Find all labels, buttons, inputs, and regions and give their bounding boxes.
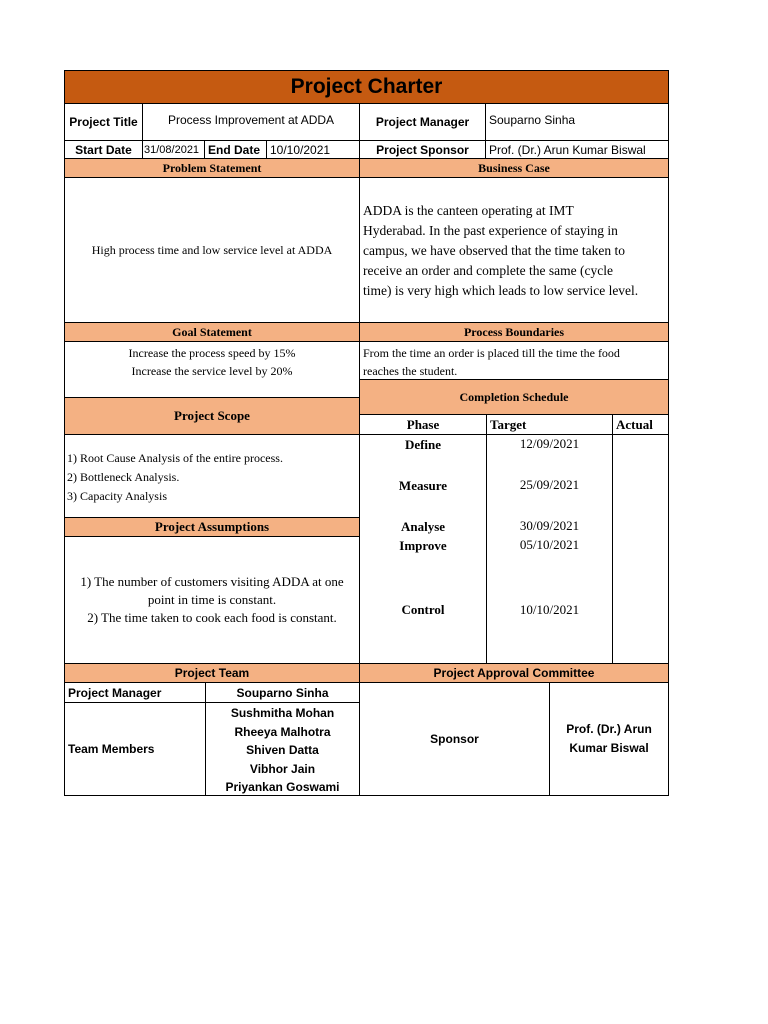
assumption-line: 2) The time taken to cook each food is constant.	[87, 610, 337, 625]
project-sponsor-value: Prof. (Dr.) Arun Kumar Biswal	[485, 140, 669, 159]
business-case-body	[359, 177, 669, 323]
team-members-list	[205, 702, 360, 796]
schedule-phase-control: Control	[401, 602, 445, 617]
business-case-line: receive an order and complete the same (cycle	[363, 263, 613, 278]
approval-sponsor-label: Sponsor	[359, 682, 550, 796]
boundaries-line: reaches the student.	[363, 364, 458, 378]
goal-line: Increase the service level by 20%	[131, 364, 293, 378]
schedule-phase-improve: Improve	[399, 538, 447, 553]
schedule-target-define: 12/09/2021	[519, 436, 580, 451]
goal-statement-body	[64, 341, 360, 398]
schedule-actual-header: Actual	[612, 414, 669, 435]
project-assumptions-heading: Project Assumptions	[64, 517, 360, 537]
project-sponsor-label: Project Sponsor	[359, 140, 486, 159]
project-title-label: Project Title	[64, 103, 143, 141]
process-boundaries-heading: Process Boundaries	[359, 322, 669, 342]
approval-sponsor-line: Prof. (Dr.) Arun	[566, 722, 652, 736]
assumption-line: point in time is constant.	[147, 592, 277, 607]
project-scope-body	[64, 434, 360, 518]
project-scope-heading: Project Scope	[64, 397, 360, 435]
schedule-actual-column	[612, 434, 669, 664]
completion-schedule-heading: Completion Schedule	[359, 379, 669, 415]
team-member: Shiven Datta	[246, 743, 319, 758]
team-member: Priyankan Goswami	[225, 780, 340, 795]
business-case-line: campus, we have observed that the time taken to	[363, 243, 626, 258]
business-case-line: time) is very high which leads to low service level.	[363, 283, 639, 298]
assumption-line: 1) The number of customers visiting ADDA at one	[80, 574, 344, 589]
business-case-heading: Business Case	[359, 158, 669, 178]
start-date-label: Start Date	[64, 140, 143, 159]
boundaries-line: From the time an order is placed till the time the food	[363, 346, 620, 360]
team-member: Vibhor Jain	[249, 761, 316, 776]
goal-statement-heading: Goal Statement	[64, 322, 360, 342]
schedule-target-improve: 05/10/2021	[519, 537, 580, 552]
schedule-target-measure: 25/09/2021	[519, 477, 580, 492]
schedule-phase-header: Phase	[359, 414, 487, 435]
goal-line: Increase the process speed by 15%	[128, 346, 296, 360]
team-members-label: Team Members	[64, 702, 206, 796]
process-boundaries-body	[359, 341, 669, 380]
problem-statement-text: High process time and low service level at ADDA	[64, 177, 360, 323]
team-manager-value: Souparno Sinha	[205, 682, 360, 703]
scope-line: 2) Bottleneck Analysis.	[67, 470, 180, 484]
project-approval-heading: Project Approval Committee	[359, 663, 669, 683]
end-date-label: End Date	[204, 140, 267, 159]
start-date-value: 31/08/2021	[142, 140, 205, 159]
end-date-value: 10/10/2021	[266, 140, 360, 159]
business-case-line: Hyderabad. In the past experience of staying in	[363, 223, 618, 238]
project-manager-value: Souparno Sinha	[485, 103, 669, 141]
scope-line: 1) Root Cause Analysis of the entire process.	[67, 451, 283, 465]
team-member: Sushmitha Mohan	[230, 706, 335, 720]
team-member: Rheeya Malhotra	[234, 724, 331, 739]
schedule-target-header: Target	[486, 414, 613, 435]
schedule-phase-measure: Measure	[398, 478, 448, 493]
project-assumptions-body	[64, 536, 360, 664]
schedule-target-control: 10/10/2021	[519, 602, 580, 617]
problem-statement-heading: Problem Statement	[64, 158, 360, 178]
team-manager-label: Project Manager	[64, 682, 206, 703]
page-title: Project Charter	[64, 70, 669, 104]
scope-line: 3) Capacity Analysis	[67, 489, 167, 503]
project-manager-label: Project Manager	[359, 103, 486, 141]
schedule-target-analyse: 30/09/2021	[519, 518, 580, 533]
approval-sponsor-name	[549, 682, 669, 796]
project-title-value: Process Improvement at ADDA	[142, 103, 360, 141]
business-case-line: ADDA is the canteen operating at IMT	[363, 203, 574, 218]
project-team-heading: Project Team	[64, 663, 360, 683]
schedule-phase-analyse: Analyse	[400, 519, 446, 534]
schedule-phase-define: Define	[404, 437, 442, 452]
approval-sponsor-line: Kumar Biswal	[569, 741, 649, 755]
